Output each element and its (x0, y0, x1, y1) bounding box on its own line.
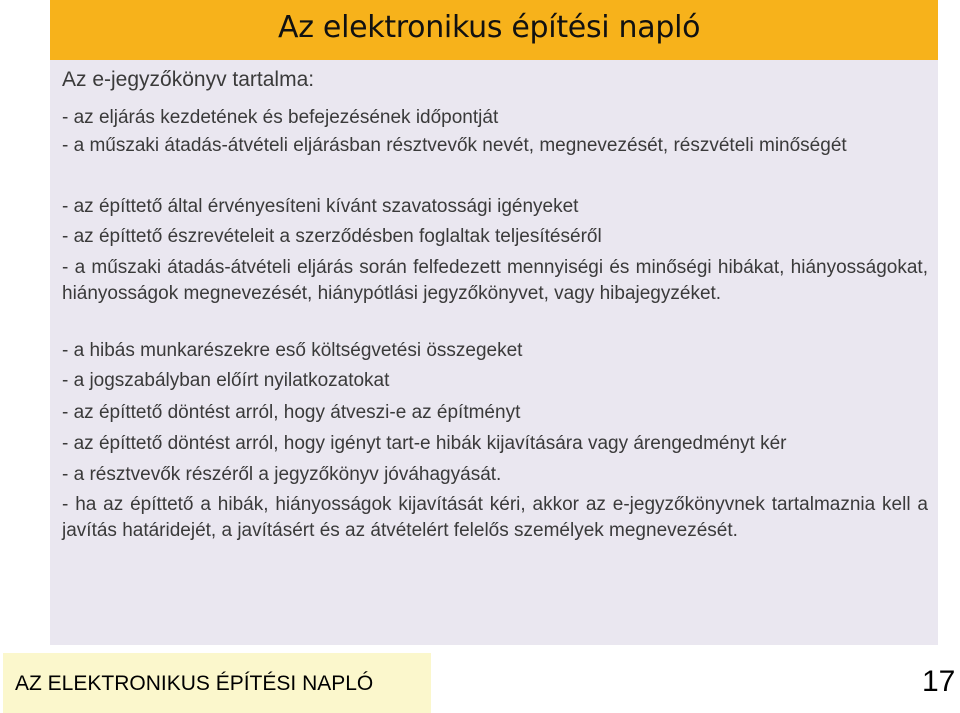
list-item: - az építtető döntést arról, hogy átveszi-e az építményt (62, 402, 521, 423)
list-item: - a műszaki átadás-átvételi eljárásban résztvevők nevét, megnevezését, részvételi minőségét (62, 135, 847, 156)
list-item: - az építtető által érvényesíteni kívánt szavatossági igényeket (62, 196, 579, 217)
content-heading: Az e-jegyzőkönyv tartalma: (62, 68, 315, 91)
slide-title: Az elektronikus építési napló (278, 10, 701, 45)
list-item: - az építtető döntést arról, hogy igényt tart-e hibák kijavítására vagy árengedményt kér (62, 433, 787, 454)
page-number: 17 (922, 665, 956, 698)
list-item: - a jogszabályban előírt nyilatkozatokat (62, 370, 390, 391)
list-item: - ha az építtető a hibák, hiányosságok kijavítását kéri, akkor az e-jegyzőkönyvnek tartalmaznia kell a javítás határidejét, a javításért és az átvételért felelős személyek megnevezését. (62, 494, 928, 541)
list-item: - az eljárás kezdetének és befejezésének időpontját (62, 107, 499, 128)
list-item: - a résztvevők részéről a jegyzőkönyv jóváhagyását. (62, 464, 502, 485)
list-item: - a műszaki átadás-átvételi eljárás során felfedezett mennyiségi és minőségi hibákat, hiányosságokat, hiányosságok megnevezését, hiánypótlási jegyzőkönyvet, vagy hibajegyzéket. (62, 257, 928, 304)
footer-title: AZ ELEKTRONIKUS ÉPÍTÉSI NAPLÓ (15, 672, 374, 695)
footer-box (3, 653, 431, 713)
list-item: - a hibás munkarészekre eső költségvetési összegeket (62, 340, 523, 361)
list-item: - az építtető észrevételeit a szerződésben foglaltak teljesítéséről (62, 226, 602, 247)
